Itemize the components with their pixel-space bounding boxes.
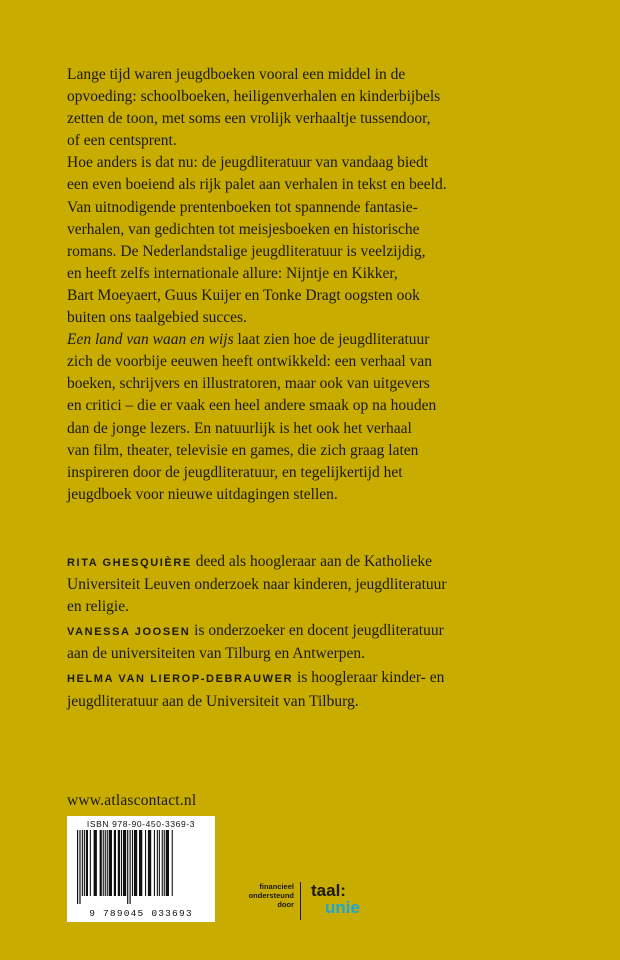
author-name: HELMA VAN LIEROP-DEBRAUWER <box>67 673 294 686</box>
publisher-url[interactable]: www.atlascontact.nl <box>67 792 197 809</box>
barcode-bar <box>172 830 173 896</box>
barcode-bar <box>134 830 137 896</box>
barcode-bar <box>90 830 91 896</box>
blurb-line: Bart Moeyaert, Guus Kuijer en Tonke Dragt oogsten ook <box>67 286 420 304</box>
sponsor-text <box>244 883 294 909</box>
barcode-bar <box>132 830 133 896</box>
blurb-line: Van uitnodigende prentenboeken tot spannende fantasie- <box>67 198 418 216</box>
blurb-line: en heeft zelfs internationale allure: Nijntje en Kikker, <box>67 264 398 282</box>
barcode-bar <box>109 830 112 896</box>
barcode-bar <box>86 830 88 896</box>
barcode-guard-bar <box>130 830 131 904</box>
sponsor-divider <box>300 882 301 920</box>
author-bio-text: is onderzoeker en docent jeugdliteratuur <box>190 622 444 640</box>
barcode-bar <box>118 830 120 896</box>
back-cover-blurb <box>67 64 515 506</box>
barcode-guard-bar <box>77 830 78 904</box>
blurb-line: zetten de toon, met soms een vrolijk verhaaltje tussendoor, <box>67 110 431 128</box>
author-bio-ghesquiere <box>67 551 515 618</box>
barcode-bar <box>82 830 83 896</box>
barcode-bar <box>94 830 97 896</box>
isbn-label: ISBN 978-90-450-3369-3 <box>86 819 196 829</box>
blurb-line: buiten ons taalgebied succes. <box>67 309 247 327</box>
barcode-bar <box>162 830 163 896</box>
barcode-bar <box>123 830 126 896</box>
book-title-italic: Een land van waan en wijs <box>67 331 234 349</box>
author-name: RITA GHESQUIÈRE <box>67 557 192 569</box>
author-bio-text: Universiteit Leuven onderzoek naar kinderen, jeugdliteratuur <box>67 576 447 594</box>
sponsor-line: ondersteund <box>248 890 294 900</box>
blurb-line: van film, theater, televisie en games, die zich graag laten <box>67 441 419 459</box>
blurb-line: en critici – die er vaak een heel andere smaak op na houden <box>67 397 437 415</box>
blurb-line: verhalen, van gedichten tot meisjesboeken en historische <box>67 220 420 238</box>
blurb-line: opvoeding: schoolboeken, heiligenverhalen en kinderbijbels <box>67 88 441 106</box>
barcode-bar <box>164 830 165 896</box>
taalunie-logo-bottom: unie <box>325 898 360 917</box>
barcode-bar <box>157 830 158 896</box>
blurb-line: zich de voorbije eeuwen heeft ontwikkeld: een verhaal van <box>67 353 432 371</box>
barcode-bar <box>139 830 142 896</box>
author-bio-text: en religie. <box>67 598 129 616</box>
sponsor-line: financieel <box>259 882 294 891</box>
author-bio-van-lierop <box>67 667 515 712</box>
author-bios <box>67 551 515 715</box>
author-name: VANESSA JOOSEN <box>67 626 191 639</box>
barcode-guard-bar <box>127 830 128 904</box>
barcode-bar <box>105 830 106 896</box>
barcode-bar <box>103 830 104 896</box>
barcode-bar <box>166 830 169 896</box>
blurb-line: romans. De Nederlandstalige jeugdliteratuur is veelzijdig, <box>67 242 426 260</box>
blurb-line-after-title: laat zien hoe de jeugdliteratuur <box>233 331 430 349</box>
blurb-line: boeken, schrijvers en illustratoren, maar ook van uitgevers <box>67 375 430 393</box>
barcode-bars <box>73 830 209 904</box>
barcode-bar <box>148 830 151 896</box>
barcode-bar <box>145 830 146 896</box>
barcode-guard-bar <box>79 830 80 904</box>
barcode-bar <box>121 830 122 896</box>
blurb-line: jeugdboek voor nieuwe uitdagingen stellen. <box>67 485 338 503</box>
author-bio-text: jeugdliteratuur aan de Universiteit van Tilburg. <box>67 692 359 710</box>
blurb-line: een even boeiend als rijk palet aan verhalen in tekst en beeld. <box>67 176 447 194</box>
barcode-bar <box>107 830 108 896</box>
blurb-line: dan de jonge lezers. En natuurlijk is het ook het verhaal <box>67 419 412 437</box>
author-bio-text: deed als hoogleraar aan de Katholieke <box>191 553 432 570</box>
author-bio-text: is hoogleraar kinder- en <box>293 669 445 687</box>
barcode-bar <box>84 830 85 896</box>
author-bio-text: aan de universiteiten van Tilburg en Antwerpen. <box>67 645 366 663</box>
blurb-line: Hoe anders is dat nu: de jeugdliteratuur van vandaag biedt <box>67 154 429 172</box>
barcode-bar <box>114 830 116 896</box>
blurb-line: inspireren door de jeugdliteratuur, en tegelijkertijd het <box>67 463 403 481</box>
barcode-bar <box>154 830 155 896</box>
isbn-barcode <box>67 816 215 922</box>
blurb-line: of een centsprent. <box>67 132 177 150</box>
ean-digits: 9 789045 033693 <box>89 908 193 919</box>
author-bio-joosen <box>67 620 515 665</box>
taalunie-logo-top: taal: <box>311 881 346 900</box>
blurb-line-with-title <box>67 329 515 351</box>
blurb-line: Lange tijd waren jeugdboeken vooral een middel in de <box>67 66 406 83</box>
barcode-bar <box>100 830 102 896</box>
sponsor-line: door <box>277 899 294 909</box>
taalunie-logo <box>311 882 360 916</box>
barcode-bar <box>159 830 160 896</box>
